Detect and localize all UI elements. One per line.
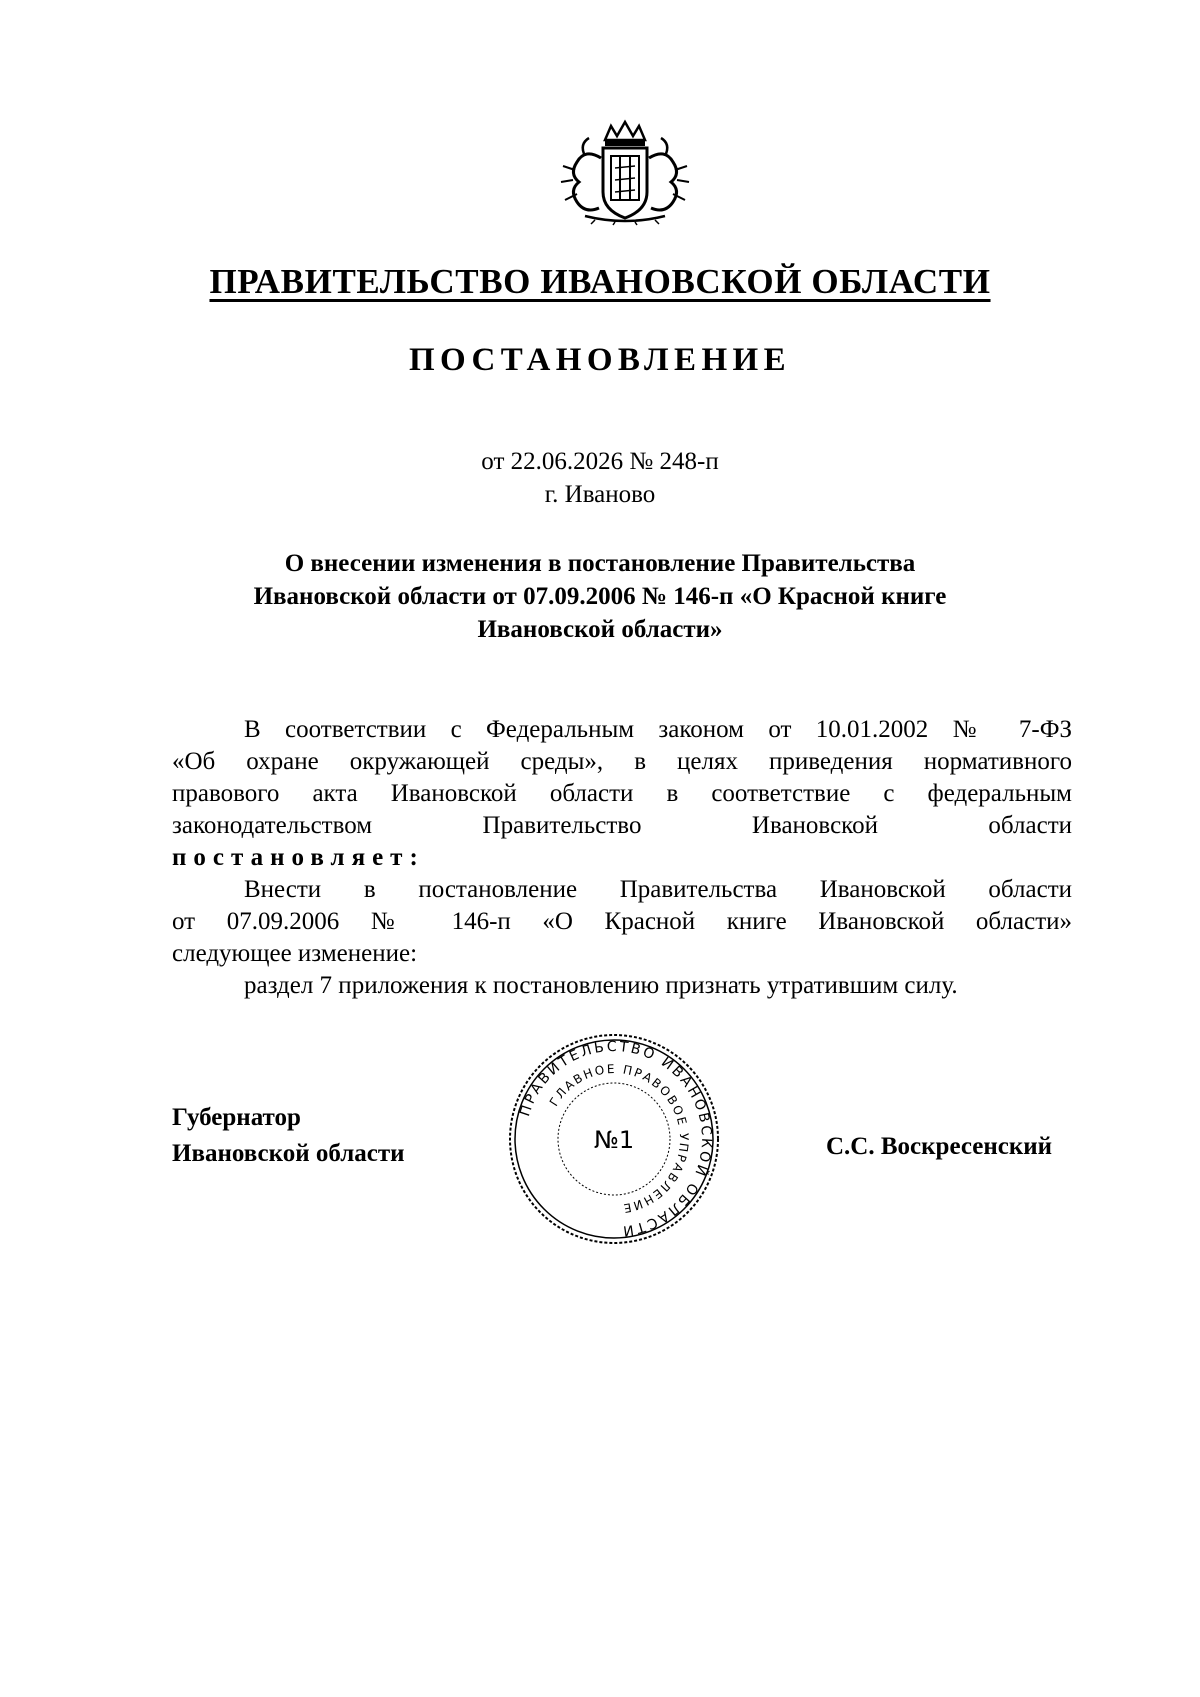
paragraph-preamble xyxy=(172,714,1072,874)
body-line: «Об охране окружающей среды», в целях приведения нормативного xyxy=(172,748,1072,775)
seal-number: №1 xyxy=(593,1126,635,1154)
document-number-date: от 22.06.2026 № 248-п xyxy=(481,448,719,475)
position-line: Губернатор xyxy=(172,1104,301,1131)
signatory-position xyxy=(172,1100,405,1172)
body-line: следующее изменение: xyxy=(172,940,418,967)
heading-line: Ивановской области» xyxy=(477,616,723,643)
signatory-name: С.С. Воскресенский xyxy=(826,1133,1053,1160)
body-line: от 07.09.2006 № 146-п «О Красной книге Ивановской области» xyxy=(172,908,1072,935)
heading-line: Ивановской области от 07.09.2006 № 146-п «О Красной книге xyxy=(253,583,947,610)
document-heading xyxy=(170,547,1030,646)
heading-line: О внесении изменения в постановление Правительства xyxy=(284,550,916,577)
body-line: раздел 7 приложения к постановлению признать утратившим силу. xyxy=(244,972,958,999)
organization-title: ПРАВИТЕЛЬСТВО ИВАНОВСКОЙ ОБЛАСТИ xyxy=(209,262,991,301)
official-seal xyxy=(505,1030,723,1248)
paragraph-amendment xyxy=(172,874,1072,1002)
position-line: Ивановской области xyxy=(172,1140,405,1167)
body-line: правового акта Ивановской области в соответствие с федеральным xyxy=(172,780,1072,807)
decree-word: постановляет: xyxy=(172,844,425,871)
seal-outer-text: ПРАВИТЕЛЬСТВО ИВАНОВСКОЙ ОБЛАСТИ xyxy=(517,1038,715,1239)
seal-inner-text: ГЛАВНОЕ ПРАВОВОЕ УПРАВЛЕНИЕ xyxy=(546,1061,692,1216)
document-type: ПОСТАНОВЛЕНИЕ xyxy=(408,342,791,378)
document-city: г. Иваново xyxy=(544,481,656,508)
body-line: законодательством Правительство Ивановской области xyxy=(172,812,1072,839)
coat-of-arms-icon xyxy=(555,118,695,226)
body-line: В соответствии с Федеральным законом от 10.01.2002 № 7-ФЗ xyxy=(244,716,1072,743)
body-line: Внести в постановление Правительства Ивановской области xyxy=(244,876,1072,903)
